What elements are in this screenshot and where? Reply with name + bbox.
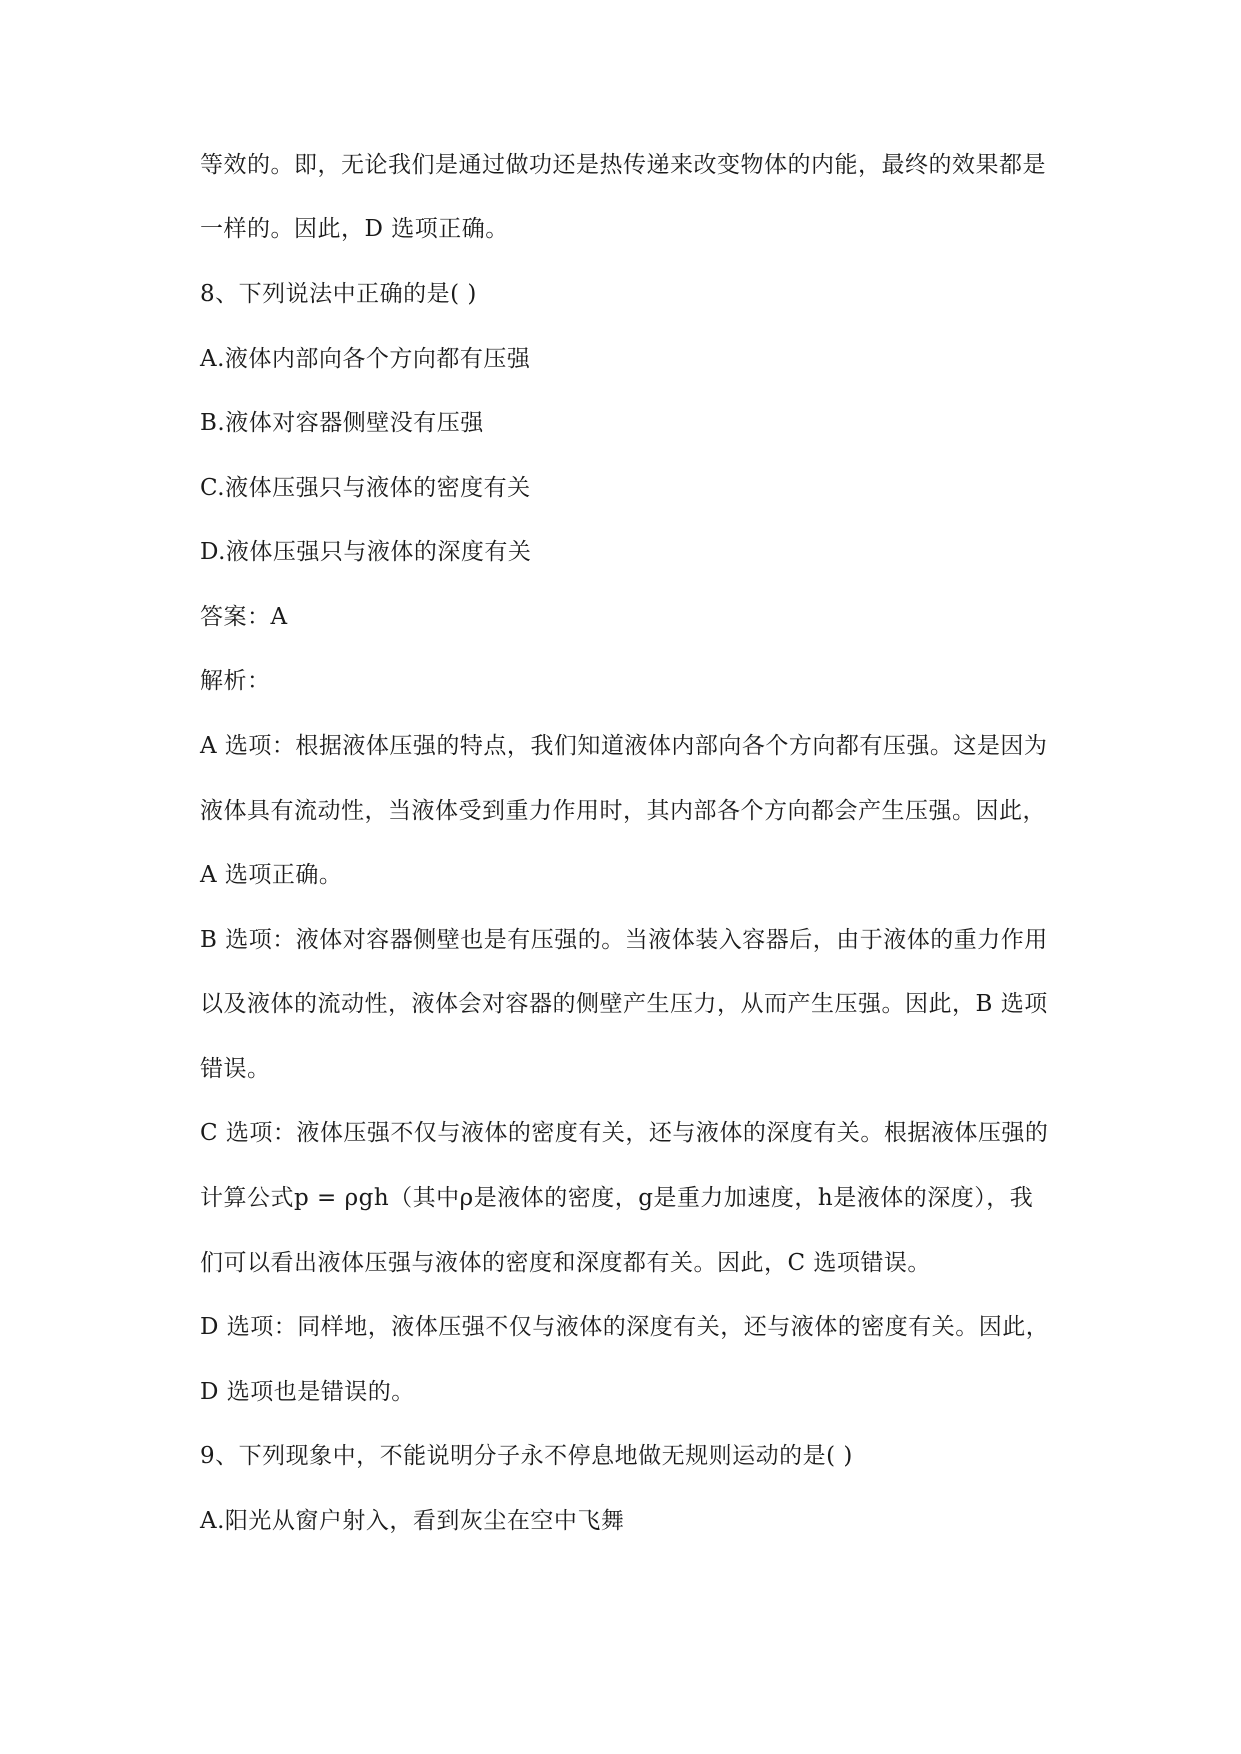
text-line: 以及液体的流动性，液体会对容器的侧壁产生压力，从而产生压强。因此，B 选项 bbox=[200, 991, 1048, 1017]
text-line: 们可以看出液体压强与液体的密度和深度都有关。因此，C 选项错误。 bbox=[200, 1250, 931, 1276]
question-8-option-d: D.液体压强只与液体的深度有关 bbox=[200, 539, 532, 565]
text-line: 计算公式p = ρgh（其中ρ是液体的密度，g是重力加速度，h是液体的深度），我 bbox=[200, 1185, 1034, 1211]
question-8-title: 8、下列说法中正确的是( ) bbox=[200, 281, 477, 307]
question-8-option-b: B.液体对容器侧壁没有压强 bbox=[200, 410, 484, 436]
text-line: 液体具有流动性，当液体受到重力作用时，其内部各个方向都会产生压强。因此， bbox=[200, 798, 1046, 824]
question-8-option-a: A.液体内部向各个方向都有压强 bbox=[200, 346, 531, 372]
text-line: 一样的。因此，D 选项正确。 bbox=[200, 216, 509, 242]
text-line: A 选项：根据液体压强的特点，我们知道液体内部向各个方向都有压强。这是因为 bbox=[200, 733, 1048, 759]
question-9-title: 9、下列现象中，不能说明分子永不停息地做无规则运动的是( ) bbox=[200, 1443, 853, 1469]
analysis-label: 解析： bbox=[200, 668, 271, 694]
question-9-option-a: A.阳光从窗户射入，看到灰尘在空中飞舞 bbox=[200, 1508, 625, 1534]
text-line: 错误。 bbox=[200, 1056, 271, 1082]
answer-label: 答案：A bbox=[200, 604, 288, 630]
text-line: A 选项正确。 bbox=[200, 862, 343, 888]
text-line: 等效的。即，无论我们是通过做功还是热传递来改变物体的内能，最终的效果都是 bbox=[200, 152, 1046, 178]
text-line: C 选项：液体压强不仅与液体的密度有关，还与液体的深度有关。根据液体压强的 bbox=[200, 1120, 1049, 1146]
text-line: D 选项也是错误的。 bbox=[200, 1379, 415, 1405]
text-line: B 选项：液体对容器侧壁也是有压强的。当液体装入容器后，由于液体的重力作用 bbox=[200, 927, 1048, 953]
question-8-option-c: C.液体压强只与液体的密度有关 bbox=[200, 475, 531, 501]
text-line: D 选项：同样地，液体压强不仅与液体的深度有关，还与液体的密度有关。因此， bbox=[200, 1314, 1050, 1340]
